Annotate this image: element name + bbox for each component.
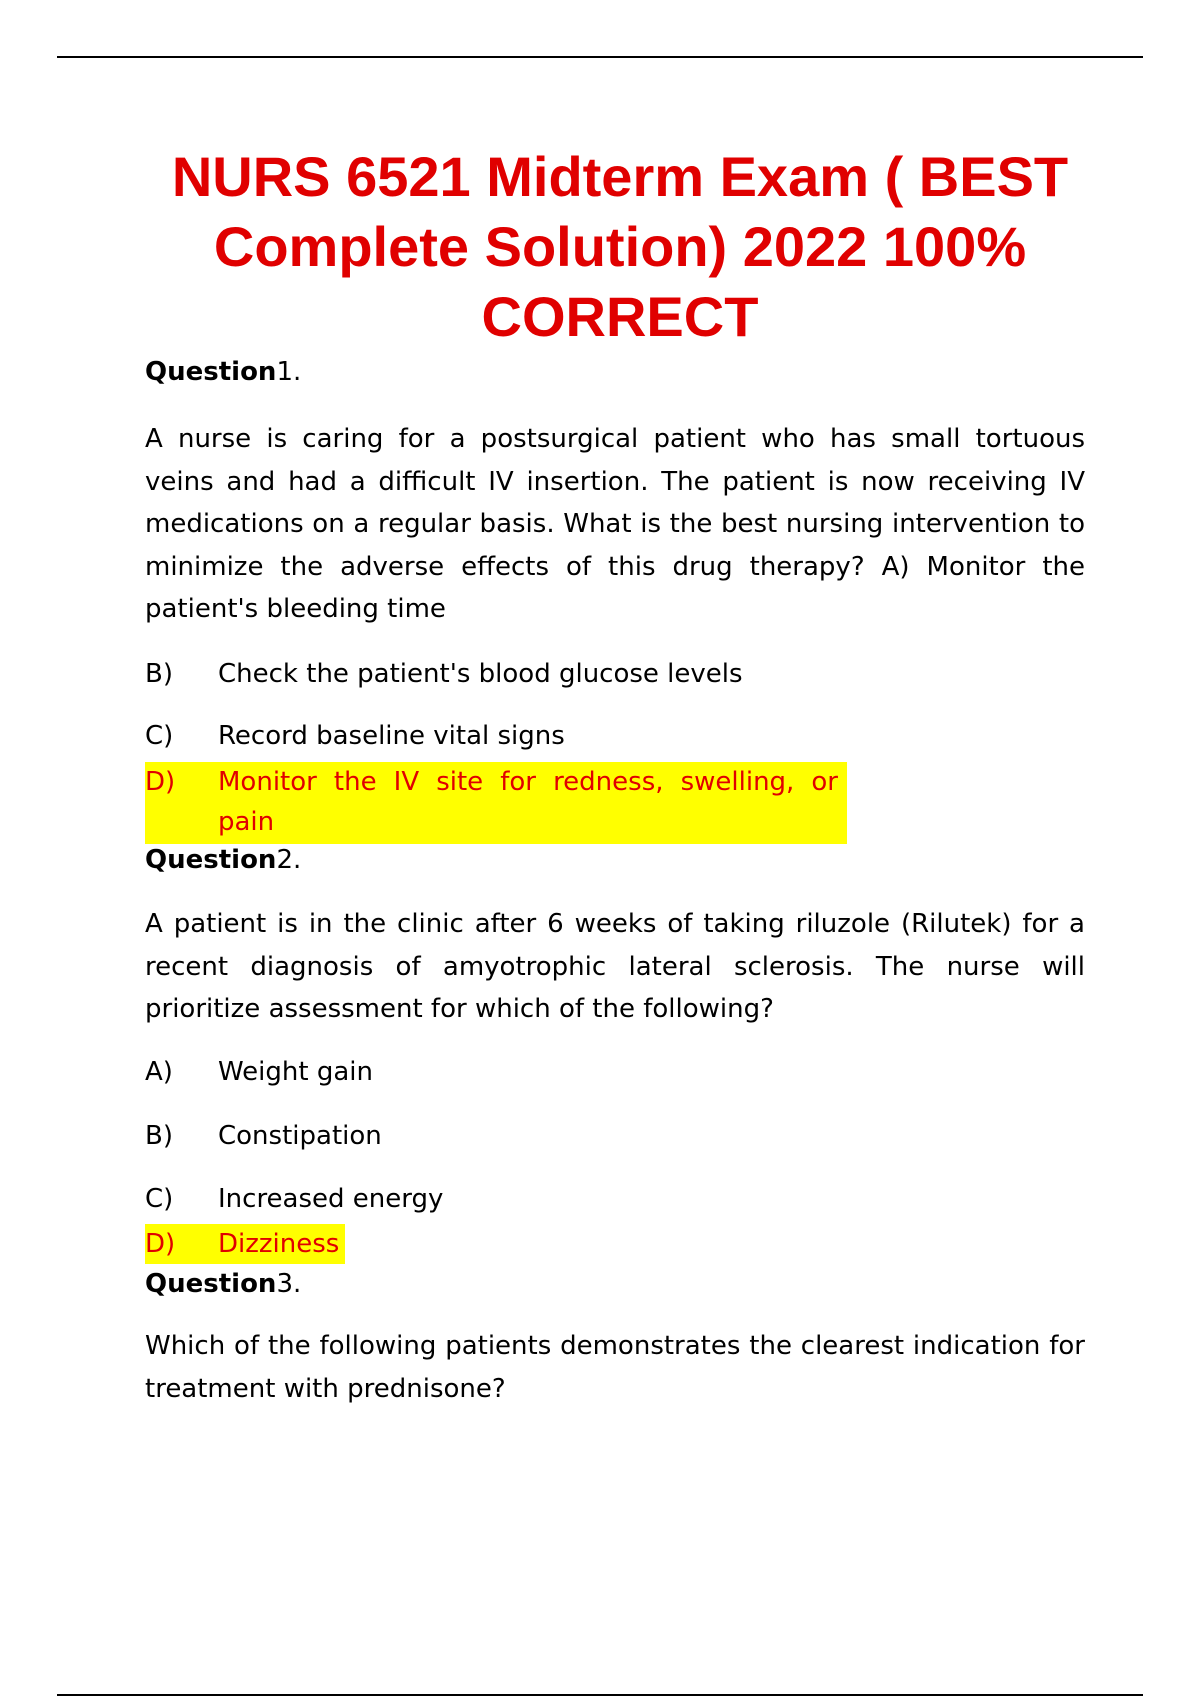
question-number: 1.	[276, 357, 302, 387]
question-2-option-a	[145, 1052, 373, 1092]
question-label: Question	[145, 1269, 277, 1299]
option-text: Weight gain	[218, 1057, 373, 1087]
option-letter: D)	[145, 1229, 176, 1259]
question-2-text: A patient is in the clinic after 6 weeks of taking riluzole (Rilutek) for a recent diagnosis of amyotrophic lateral sclerosis. The nurse will prioritize assessment for which of the following?	[145, 909, 1085, 1024]
option-text: Record baseline vital signs	[218, 721, 565, 751]
question-label: Question	[145, 357, 277, 387]
option-letter: B)	[145, 1121, 173, 1151]
option-text: Monitor the IV site for redness, swelling, or pain	[218, 767, 838, 837]
question-2-option-c	[145, 1179, 443, 1219]
question-1-option-b	[145, 654, 743, 694]
option-text: Constipation	[218, 1121, 382, 1151]
header-rule	[57, 56, 1143, 58]
question-number: 2.	[276, 845, 302, 875]
question-1-option-d-correct-answer	[145, 762, 847, 844]
option-letter: C)	[145, 721, 174, 751]
question-1-text: A nurse is caring for a postsurgical patient who has small tortuous veins and had a difficult IV insertion. The patient is now receiving IV medications on a regular basis. What is the best nursing intervention to minimize the adverse effects of this drug therapy? A) Monitor the patient's bleeding time	[145, 424, 1085, 624]
question-3-text: Which of the following patients demonstrates the clearest indication for treatment with prednisone?	[145, 1331, 1085, 1404]
option-text: Check the patient's blood glucose levels	[218, 659, 743, 689]
option-letter: C)	[145, 1184, 174, 1214]
footer-rule	[57, 1694, 1143, 1696]
document-title: NURS 6521 Midterm Exam ( BEST Complete Solution) 2022 100% CORRECT	[171, 145, 1069, 348]
question-1-option-c	[145, 716, 565, 756]
option-letter: B)	[145, 659, 173, 689]
question-2-heading	[145, 844, 301, 876]
option-text: Dizziness	[218, 1229, 340, 1259]
question-2-option-d-correct-answer	[145, 1224, 345, 1264]
question-1-heading	[145, 356, 301, 388]
question-2-option-b	[145, 1116, 382, 1156]
question-3-heading	[145, 1268, 301, 1300]
option-letter: A)	[145, 1057, 173, 1087]
question-label: Question	[145, 845, 277, 875]
option-text: Increased energy	[218, 1184, 444, 1214]
question-number: 3.	[276, 1269, 302, 1299]
option-letter: D)	[145, 767, 176, 797]
